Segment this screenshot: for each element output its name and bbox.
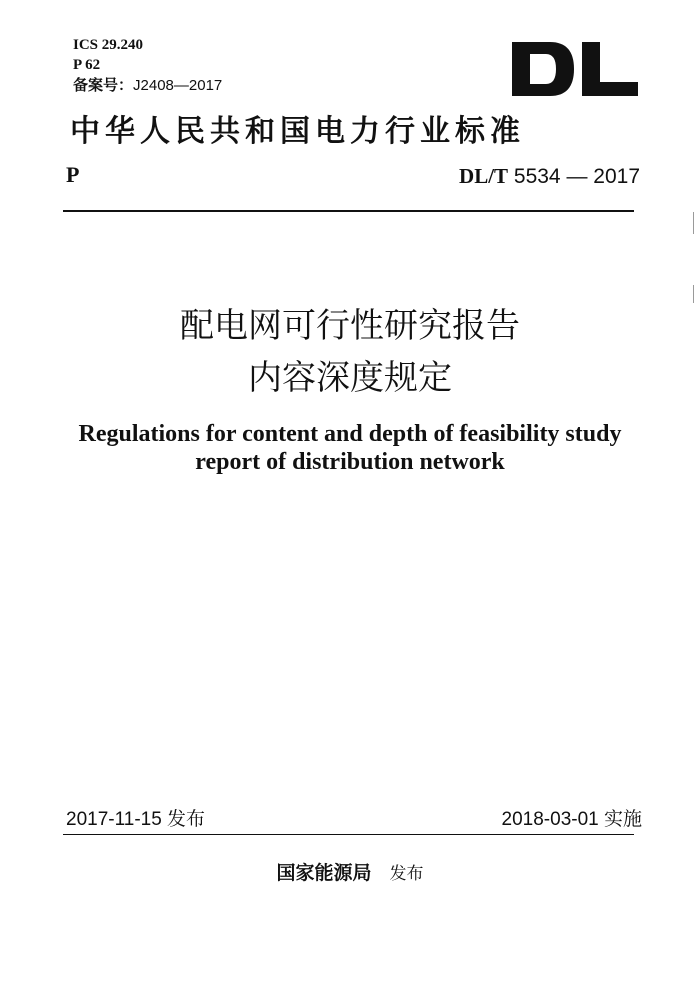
footer-rule — [63, 834, 634, 835]
title-english — [0, 420, 700, 476]
organization-title: 中华人民共和国电力行业标准 — [70, 114, 525, 149]
issuer-verb: 发布 — [389, 864, 424, 884]
record-value: J2408—2017 — [133, 77, 223, 94]
header-rule — [63, 210, 634, 212]
issuer — [0, 858, 700, 885]
standard-number — [459, 164, 640, 189]
scan-mark — [693, 285, 694, 303]
issuer-organization: 国家能源局 — [276, 862, 372, 884]
ccs-code: P 62 — [73, 57, 101, 73]
scan-mark — [693, 212, 694, 234]
publish-date: 2017-11-15 发布 — [66, 809, 206, 830]
title-english-line-1: Regulations for content and depth of feasibility study — [78, 421, 622, 447]
dl-logo-icon — [510, 40, 640, 98]
title-chinese — [0, 300, 700, 404]
record-label: 备案号： — [73, 76, 134, 94]
title-chinese-line-2: 内容深度规定 — [248, 358, 452, 398]
ics-code: ICS 29.240 — [73, 37, 144, 53]
title-chinese-line-1: 配电网可行性研究报告 — [180, 306, 520, 346]
implement-date: 2018-03-01 实施 — [501, 809, 642, 830]
record-number — [73, 76, 222, 95]
classification-letter: P — [66, 162, 80, 187]
standard-code: DL/T — [459, 164, 509, 188]
standard-year-number: 5534 — 2017 — [513, 165, 640, 188]
title-english-line-2: report of distribution network — [195, 449, 505, 475]
